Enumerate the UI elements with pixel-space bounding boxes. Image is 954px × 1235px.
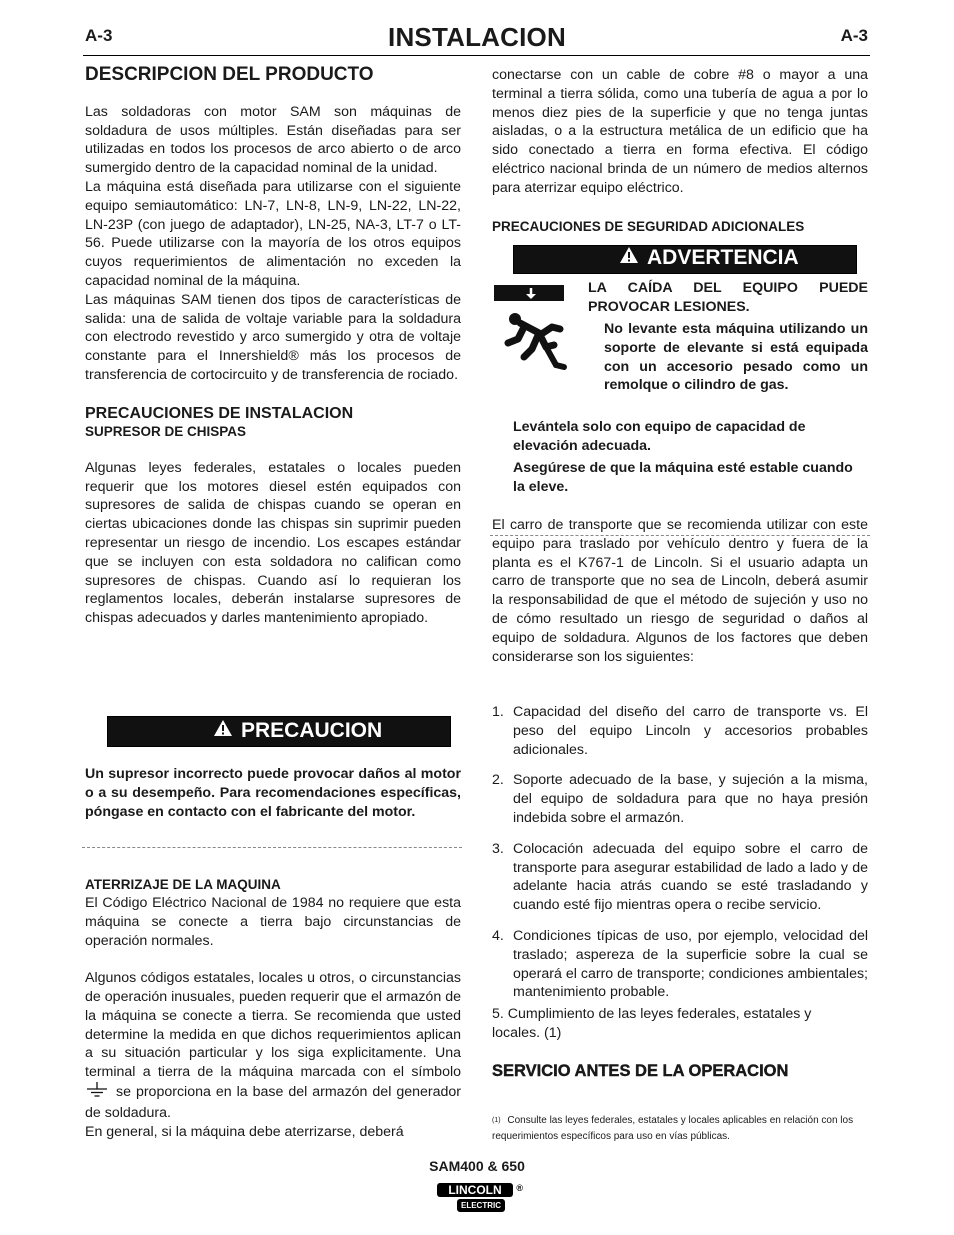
- page-number-right: A-3: [840, 26, 868, 45]
- warning-banner: [513, 245, 857, 274]
- grounding-paragraph-1: El Código Eléctrico Nacional de 1984 no requiere que esta máquina se conecte a tierra bajo circunstancias de operación normales.: [85, 895, 461, 949]
- grounding-paragraph-3: En general, si la máquina debe aterrizarse, deberá: [85, 1123, 404, 1140]
- grounding-section: [85, 876, 461, 1141]
- logo-top-text: LINCOLN: [448, 1183, 502, 1197]
- page-number-left: A-3: [85, 26, 113, 45]
- fall-hazard-text-1: No levante esta máquina utilizando un soporte de elevante si está equipada con un accesorio pesado como un remolque o cilindro de gas.: [604, 321, 868, 394]
- caution-divider: [82, 847, 462, 848]
- grounding-paragraph-2-start: Algunos códigos estatales, locales u otros, o circunstancias de operación inusuales, pueden requerir que el armazón de la máquina se conecte a tierra. Se recomienda que usted determine la medida en que dichos requerimientos aplican a su situación particular y los siga explicitamente. Una terminal a tierra de la máquina marcada con el símbolo: [85, 970, 461, 1081]
- footnote: [492, 1113, 868, 1144]
- falling-equipment-icon: [494, 285, 572, 376]
- left-column: [85, 66, 461, 628]
- ground-symbol-icon: [85, 1082, 111, 1104]
- footnote-marker: (1): [492, 1117, 501, 1124]
- factor-list: [492, 703, 868, 1043]
- list-item: 1. Capacidad del diseño del carro de transporte vs. El peso del equipo Lincoln y accesorios probables adicionales.: [492, 704, 868, 758]
- caution-banner: [107, 716, 451, 747]
- service-before-operation-heading: SERVICIO ANTES DE LA OPERACION: [492, 1062, 789, 1080]
- footnote-text: Consulte las leyes federales, estatales y locales aplicables en relación con los requerimientos específicos para uso en vías públicas.: [492, 1115, 854, 1142]
- description-paragraph-1: Las soldadoras con motor SAM son máquinas de soldadura de usos múltiples. Están diseñadas para ser utilizadas en todos los procesos de arco abierto o de arco sumergido dentro de la capacidad nominal de la unidad.: [85, 103, 461, 177]
- description-paragraph-3: Las máquinas SAM tienen dos tipos de características de salida: una de salida de voltaje variable para la soldadura con electrodo revestido y arco sumergido y otra de voltaje constante para el Innershield® más los procesos de transferencia de cortocircuito y de transferencia de rociado.: [85, 291, 461, 383]
- list-item-5: 5. Cumplimiento de las leyes federales, estatales y locales. (1): [492, 1006, 812, 1041]
- fall-hazard-text-2: Levántela solo con equipo de capacidad de elevación adecuada.: [513, 419, 806, 454]
- caution-text: Un supresor incorrecto puede provocar daños al motor o a su desempeño. Para recomendaciones específicas, póngase en contacto con el fabricante del motor.: [85, 766, 461, 820]
- list-item: 3. Colocación adecuada del equipo sobre el carro de transporte para asegurar estabilidad de lado a lado y de adelante hacia atrás cuando se esté trasladando y cuando esté fijo mientras opera o recibe servicio.: [492, 840, 868, 914]
- logo-registered-mark: ®: [516, 1183, 523, 1193]
- list-item: 4. Condiciones típicas de uso, por ejemplo, velocidad del traslado; aspereza de la superficie sobre la cual se operará el carro de transporte; condiciones ambientales; mantenimiento probable.: [492, 927, 868, 1001]
- caution-label: PRECAUCION: [241, 719, 383, 742]
- page-title: INSTALACION: [388, 22, 566, 52]
- grounding-continuation: conectarse con un cable de cobre #8 o mayor a una terminal a tierra sólida, como una tubería de agua a por lo menos diez pies de la superficie y que no tenga juntas aisladas, o a la estructura metálica de un edificio que ha sido conectado a tierra en forma efectiva. El código eléctrico nacional brinda de un número de medios alternos para aterrizar equipo eléctrico.: [492, 67, 868, 196]
- warning-triangle-icon: [213, 719, 233, 743]
- spark-arrester-paragraph: Algunas leyes federales, estatales o locales pueden requerir que los motores diesel estén equipados con supresores de salida de chispas cuando se operan en ciertas ubicaciones donde las chispas sin suprimir pueden representar un riesgo de incendio. Los escapes estándar que se incluyen con esta soldadora no califican como supresores de chispas. Cuando así lo requieran los reglamentos locales, deberán instalarse supresores de chispas adecuados y darles mantenimiento apropiado.: [85, 459, 461, 627]
- fall-hazard-heading: LA CAÍDA DEL EQUIPO PUEDE PROVOCAR LESIONES.: [588, 280, 868, 315]
- grounding-paragraph-2-end: se proporciona en la base del armazón del generador de soldadura.: [85, 1083, 462, 1121]
- installation-precautions-heading: PRECAUCIONES DE INSTALACION: [85, 404, 354, 422]
- spark-arrester-heading: SUPRESOR DE CHISPAS: [85, 423, 247, 439]
- lincoln-electric-logo: [437, 1183, 523, 1212]
- description-paragraph-2: La máquina está diseñada para utilizarse con el siguiente equipo semiautomático: LN-7, LN-8, LN-9, LN-22, LN-22, LN-23P (con juego de adaptador), LN-25, NA-3, LT-7 o LT-56. Puede utilizarse con la mayoría de los otros equipos cuyos requerimientos de alimentación no exceden la capacidad nominal de la máquina.: [85, 178, 461, 289]
- fall-hazard-text-3: Asegúrese de que la máquina esté estable cuando la eleve.: [513, 460, 853, 495]
- grounding-heading: ATERRIZAJE DE LA MAQUINA: [85, 877, 281, 892]
- warning-triangle-icon: [619, 246, 639, 270]
- grounding-paragraph-2: [85, 969, 461, 1122]
- warning-label: ADVERTENCIA: [647, 246, 799, 269]
- logo-bottom-text: ELECTRIC: [457, 1199, 505, 1212]
- transport-cart-paragraph: El carro de transporte que se recomienda utilizar con este equipo para traslado por vehículo dentro y fuera de la planta es el K767-1 de Lincoln. Si el usuario adapta un carro de transporte que no sea de Lincoln, deberá asumir la responsabilidad de que el método de sujeción y uso no de cómo resultado un riesgo de seguridad o daños al equipo de soldadura. Algunos de los factores que deben considerarse son los siguientes:: [492, 517, 868, 665]
- model-name: SAM400 & 650: [429, 1158, 525, 1174]
- product-description-heading: DESCRIPCION DEL PRODUCTO: [85, 64, 374, 85]
- list-item: 2. Soporte adecuado de la base, y sujeción a la misma, del equipo de soldadura para que no haya presión indebida sobre el armazón.: [492, 772, 868, 826]
- safety-precautions-heading: PRECAUCIONES DE SEGURIDAD ADICIONALES: [492, 219, 805, 234]
- header-rule: [83, 55, 870, 56]
